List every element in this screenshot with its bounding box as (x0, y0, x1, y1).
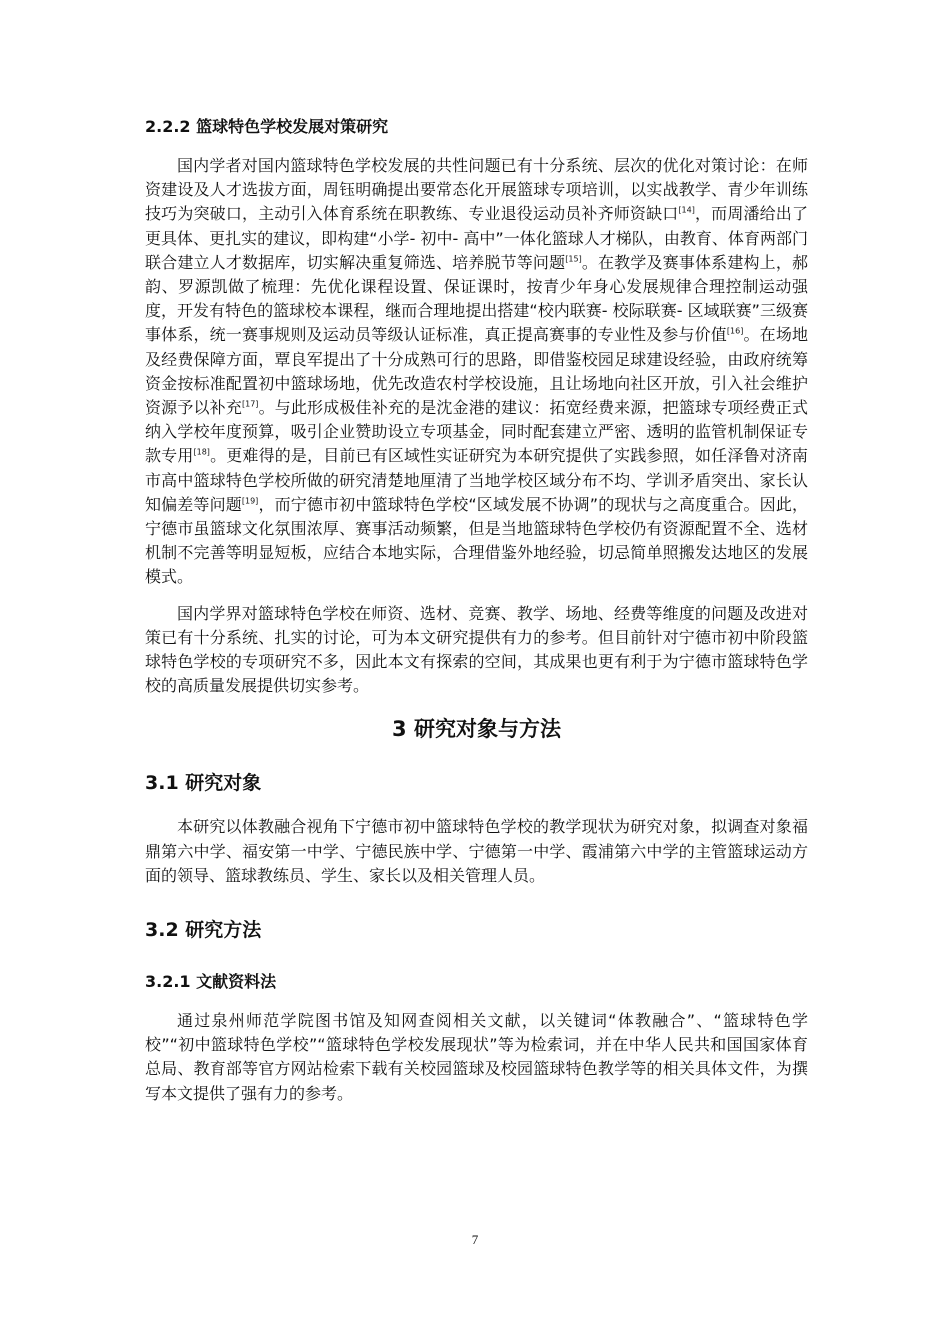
paragraph-text-segment: 。在场地及经费保障方面，覃良军提出了十分成熟可行的思路，即借鉴校园足球建设经验，由政府统筹资金按标准配置初中篮球场地，优先改造农村学校设施，且让场地向社区开放，引入社会维护资源予以补充 (145, 325, 808, 418)
page-number: 7 (471, 1232, 479, 1247)
citation-ref: [15] (565, 254, 582, 264)
citation-ref: [14] (678, 206, 695, 216)
citation-ref: [17] (241, 399, 259, 409)
paragraph-3-1-1: 本研究以体教融合视角下宁德市初中篮球特色学校的教学现状为研究对象，拟调查对象福鼎第六中学、福安第一中学、宁德民族中学、宁德第一中学、霞浦第六中学的主管篮球运动方面的领导、篮球教练员、学生、家长以及相关管理人员。 (145, 817, 808, 885)
paragraph-text-segment: 。更难得的是，目前已有区域性实证研究为本研究提供了实践参照，如任泽鲁对济南市高中篮球特色学校所做的研究清楚地厘清了当地学校区域分布不均、学训矛盾突出、家长认知偏差等问题 (145, 446, 808, 514)
paragraph-2-2-2-1 (145, 154, 808, 590)
citation-ref: [16] (726, 327, 744, 337)
paragraph-3-2-1-1: 通过泉州师范学院图书馆及知网查阅相关文献，以关键词“体教融合”、“篮球特色学校”“初中篮球特色学校”“篮球特色学校发展现状”等为检索词，并在中华人民共和国国家体育总局、教育部等官方网站检索下载有关校园篮球及校园篮球特色教学等的相关具体文件，为撰写本文提供了强有力的参考。 (145, 1011, 808, 1103)
heading-3-2-1: 3.2.1 文献资料法 (145, 972, 277, 992)
citation-ref: [18] (193, 448, 210, 458)
heading-3-1: 3.1 研究对象 (145, 772, 262, 795)
paragraph-text-segment: 国内学者对国内篮球特色学校发展的共性问题已有十分系统、层次的优化对策讨论：在师资建设及人才选拔方面，周钰明确提出要常态化开展篮球专项培训，以实战教学、青少年训练技巧为突破口，主动引入体育系统在职教练、专业退役运动员补齐师资缺口 (145, 156, 808, 224)
heading-3-2: 3.2 研究方法 (145, 919, 262, 942)
chapter-3-heading: 3 研究对象与方法 (392, 717, 561, 742)
paragraph-text-segment: 。与此形成极佳补充的是沈金港的建议：拓宽经费来源，把篮球专项经费正式纳入学校年度预算，吸引企业赞助设立专项基金，同时配套建立严密、透明的监管机制保证专款专用 (145, 398, 808, 466)
paragraph-2-2-2-2: 国内学界对篮球特色学校在师资、选材、竞赛、教学、场地、经费等维度的问题及改进对策已有十分系统、扎实的讨论，可为本文研究提供有力的参考。但目前针对宁德市初中阶段篮球特色学校的专项研究不多，因此本文有探索的空间，其成果也更有利于为宁德市篮球特色学校的高质量发展提供切实参考。 (145, 603, 808, 696)
heading-2-2-2: 2.2.2 篮球特色学校发展对策研究 (145, 117, 389, 136)
page-content (145, 113, 808, 1106)
paragraph-text-segment: ，而周潘给出了更具体、更扎实的建议，即构建“小学- 初中- 高中”一体化篮球人才梯队，由教育、体育两部门联合建立人才数据库，切实解决重复筛选、培养脱节等问题 (145, 204, 808, 272)
citation-ref: [19] (241, 496, 259, 506)
paragraph-text-segment: 。在教学及赛事体系建构上，郝韵、罗源凯做了梳理：先优化课程设置、保证课时，按青少年身心发展规律合理控制运动强度，开发有特色的篮球校本课程，继而合理地提出搭建“校内联赛- 校际联赛- 区域联赛”三级赛事体系，统一赛事规则及运动员等级认证标准，真正提高赛事的专业性及参与价值 (145, 252, 808, 345)
paragraph-text-segment: ，而宁德市初中篮球特色学校“区域发展不协调”的现状与之高度重合。因此，宁德市虽篮球文化氛围浓厚、赛事活动频繁，但是当地篮球特色学校仍有资源配置不全、选材机制不完善等明显短板，应结合本地实际，合理借鉴外地经验，切忌简单照搬发达地区的发展模式。 (145, 494, 808, 587)
